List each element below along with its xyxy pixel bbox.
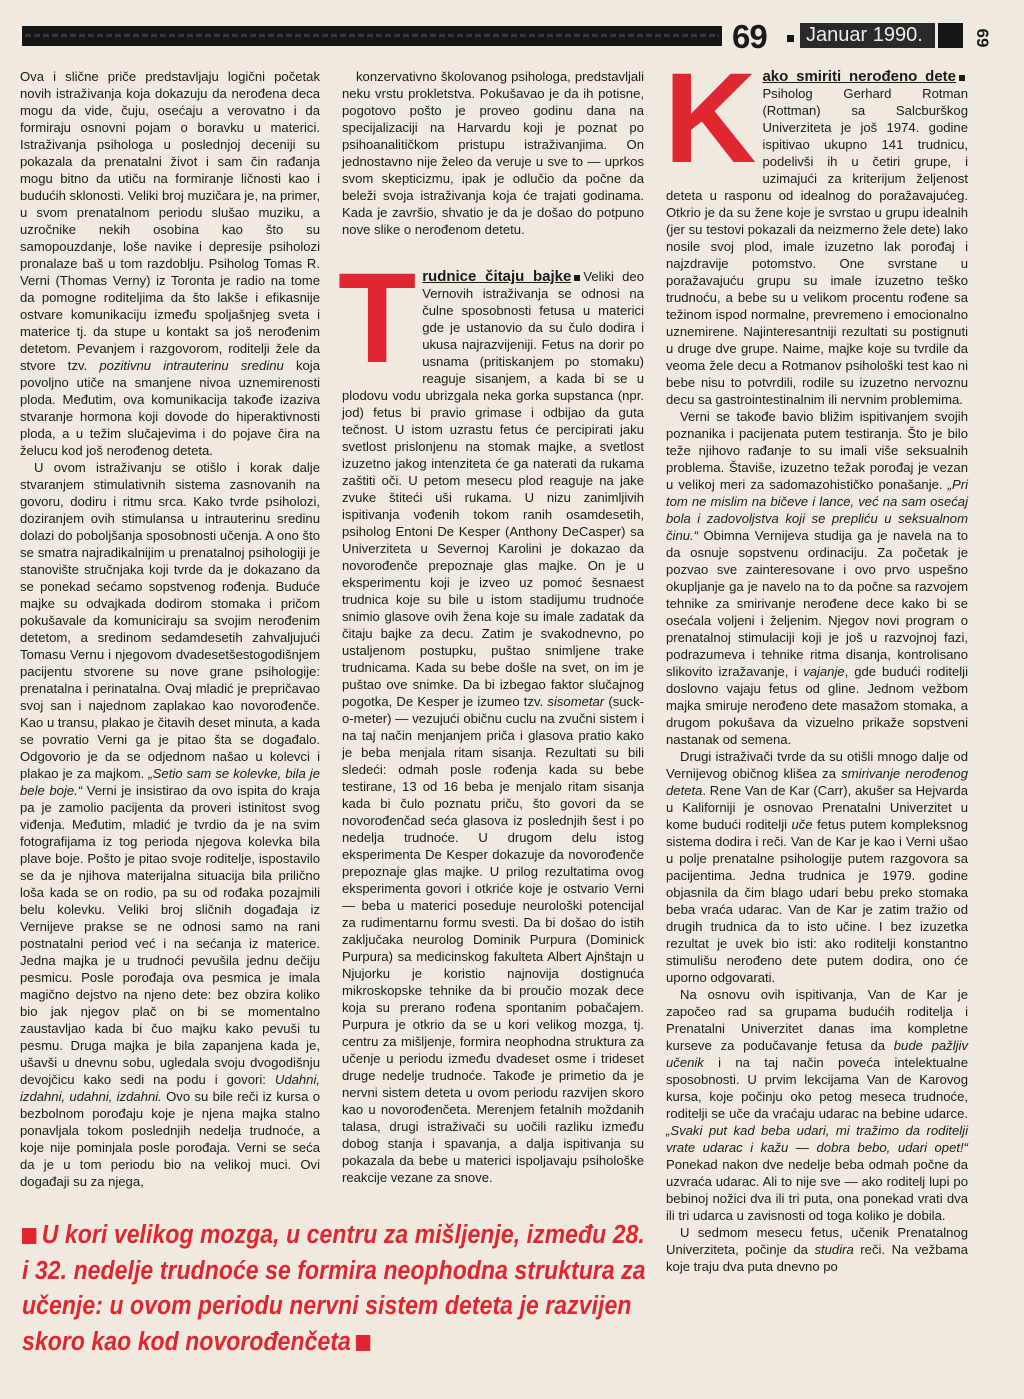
page-number: 69 [732,18,767,55]
section-paragraph: K ako smiriti nerođeno detePsiholog Gerhard Rotman (Rottman) sa Salcburškog Univerziteta je još 1974. godine ispitivao ukupno 141 trudnicu, podelivši ih u četiri grupe, i uzimajući za kriterijum željenost deteta u rasponu od idealnog do poražavajućeg. Otkrio je da su žene koje je svrstao u grupu idealnih (jer su testovi pokazali da neizmerno žele dete) lako nosile svoj plod, imale izuzetno lak porođaj i najzdravije potomstvo. One svrstane u poražavajuću grupu su imale izuzetno teško trudnoću, a bebe su u velikom procentu rođene sa težinom ispod normalne, prevremeno i emocionalno uznemirene. Najinteresantniji rezultati su postignuti u druge dve grupe. Naime, majke koje su tvrdile da veoma žele decu a Rotmanov psihološki test kao ni bebe nisu to potvrdili, rodile su izuzetno nervoznu decu sa gastrointestinalnim ili nervnim problemima. [664,47,968,407]
pull-quote-text: U kori velikog mozga, u centru za mišljenje, između 28. i 32. nedelje trudnoće se formira neophodna struktura za učenje: u ovom periodu nervni sistem deteta je razvijen skoro kao kod novorođenčeta [22,1221,646,1356]
article-column-1 [20,68,320,1190]
edge-page-number: 69 [973,28,992,48]
issue-date: Januar 1990. [800,23,935,48]
header-rule [22,26,722,46]
header-edge-block [938,23,963,48]
section-subheading: ako smiriti nerođeno dete [762,68,956,85]
paragraph: Drugi istraživači tvrde da su otišli mnogo dalje od Vernijevog običnog klišea za smirivanje nerođenog deteta. Rene Van de Kar (Carr), akušer sa Hejvarda u Kaliforniji je osnovao Prenatalni Univerzitet u kome budući roditelji uče fetus putem kompleksnog sistema dodira i reči. Van de Kar je kao i Verni ušao u polje prenatalne psihologije putem razgovora sa pacijentima. Jedna trudnica je 1979. godine objasnila da čim blago udari bebu preko stomaka beba vraća udarac. Van de Kar je zatim tražio od drugih trudnica da to isto učine. I bez izuzetka rezultat je uvek bio isti: ako roditelji konstantno stimulišu nerođeno dete putem dodira, ono će uporno odgovarati. [666,749,968,985]
drop-cap: T [338,247,417,390]
section-paragraph: T rudnice čitaju bajke Veliki deo Vernovih istraživanja se odnosi na čulne sposobnosti fetusa u materici gde je ustanovio da su čulo dodira i ukusa najrazvijeniji. Fetus na dorir po usnama (pritiskanjem po stomaku) reaguje sisanjem, a kada bi se u plodovu vodu ubrizgala neka gorka supstanca (npr. jod) fetus bi pravio grimase i odbijao da guta tečnost. U istom uzrastu fetus će percipirati jaku svetlost prislonjenu na stomak majke, a svetlost izuzetno jakog intenziteta će ga naterati da rukama zaštiti oči. U petom mesecu plod reaguje na jake zvuke štiteći uši rukama. U nizu zanimljivih ispitivanja vođenih tokom ranih osamdesetih, psiholog Entoni De Kesper (Anthony DeCasper) sa Univerziteta u Severnoj Karolini je dokazao da novorođenče prepoznaje glas majke. On je u eksperimentu koji je izveo uz pomoć šesnaest trudnica koje su bile u istom stadijumu trudnoće snimio glasove ovih žena koje su imale zadatak da čitaju bajke za decu. Zatim je svakodnevno, po ustaljenom postupku, puštao snimljene trake trudnicama. Kada su bebe došle na svet, on im je puštao ove snimke. Da bi izbegao faktor slučajnog pogotka, De Kesper je izumeo tzv. sisometar (suck-o-meter) — vezujući običnu cuclu na zvučni sistem i na taj način menjanjem priča i glasova pratio kako je beba menjala ritam sisanja. Rezultati su bili sledeći: odmah posle rođenja kada su bebe testirane, 13 od 16 beba je menjalo ritam sisanja kada bi čulo poznatu priču, što govori da se novorođenčad seća glasova iz poslednjih šest i po nedelja trudnoće. U drugom delu istog eksperimenta De Kesper dokazuje da novorođenče prepoznaje glas majke. U prilog rezultatima ovog eksperimenta govori i otkriće koje je ostvario Verni — beba u materici poseduje neurološki potencijal za rudimentarnu formu svesti. Da bi došao do istih zaključaka neurolog Dominik Purpura (Dominick Purpura) sa medicinskog fakulteta Albert Ajnštajn u Njujorku je koristio najnovija dostignuća mikroskopske tehnike da bi proučio mozak dece koja su prerano rođena spontanim pobačajem. Purpura je otkrio da se u kori velikog mozga, tj. centru za mišljenje, formira neophodna struktura za učenje u periodu između dvadeset osme i trideset druge nedelje trudnoće. Takođe je primetio da je nervni sistem deteta u ovom periodu razvijen skoro kao u novorođenčeta. Merenjem fetalnih moždanih talasa, drugi istraživači su uočili razliku između dobog stanja i spavanja, a dalja ispitivanja su pokazala da bebe u materici ispoljavaju psihološke reakcije vezane za snove. [338,247,645,1185]
paragraph: Na osnovu ovih ispitivanja, Van de Kar je započeo rad sa grupama budućih roditelja i Prenatalni Univerzitet danas ima kompletne kurseve za podučavanje fetusa da bude pažljiv učenik i na taj način poveća intelektualne sposobnosti. U prvim lekcijama Van de Karovog kursa, koje počinju oko petog meseca trudnoće, roditelji se uče da vraćaju udarac na bebine udarce. „Svaki put kad beba udari, mi tražimo da roditelji vrate udarac i kažu — dobra bebo, udari opet!“ Ponekad nakon dve nedelje beba odmah počne da uzvraća udarac. Ali to nije sve — ako roditelj lupi po bebinoj nožici dva ili tri puta, ona ponekad vrati dva ili tri udarca u zavisnosti od toga koliko je dobila. [666,987,968,1223]
drop-cap: K [664,47,757,190]
header-bullet [787,35,794,42]
bullet [574,275,580,281]
pull-quote [22,1218,647,1360]
article-column-2 [338,68,645,1186]
article-column-3 [664,47,969,1275]
paragraph: Verni se takođe bavio bližim ispitivanjem svojih poznanika i pacijenata putem testiranja. Što je bilo teže njihovo rađanje to su imali više seksualnih problema. Štaviše, izuzetno težak porođaj je vezan u velikoj meri za sadomazohističko ponašanje. „Pri tom ne mislim na bičeve i lance, već na sam osećaj bola i zadovoljstva koji se prepliću u seksualnom činu.“ Obimna Vernijeva studija ga je navela na to da osnuje sopstvenu ordinaciju. Za početak je pozvao sve zainteresovane i ovo prvo uspešno okupljanje ga je navelo na to da počne sa razvojem tehnike za smirivanje nerođene dece kako bi se osećala voljeni i željenim. Njegov novi program o prenatalnoj stimulaciji koji je još u razvojnoj fazi, podrazumeva i tehnike ritma disanja, kontrolisano slikovito izražavanje, i vajanje, gde budući roditelji doslovno vajaju fetus od gline. Jednom vežbom majka smiruje nerođeno dete masažom stomaka, a drugom pokušava da vizuelno prikaže sopstveni nastanak od semena. [666,409,969,747]
paragraph: konzervativno školovanog psihologa, predstavljali neku vrstu prokletstva. Pokušavao je da ih potisne, pogotovo pošto je proveo godinu dana na specijalizaciji na Harvardu koji je poznat po psihoanalitičkom pristupu istraživanjima. On jednostavno nije želeo da veruje u sve to — uprkos svom skepticizmu, ipak je odlučio da počne da beleži svoja istraživanja koja će trajati godinama. Kada je završio, shvatio je da je došao do potpuno nove slike o nerođenom detetu. [342,69,644,237]
paragraph: U ovom istraživanju se otišlo i korak dalje stvaranjem stimulativnih sistema zasnovanih na govoru, dodiru i ritmu srca. Kako tvrde psiholozi, doziranjem ovih stimulansa u intrauterinu sredinu dolazi do poboljšanja sposobnosti učenja. A ono što se smatra najradikalnijim u prenatalnoj psihologiji je stanovište stručnjaka koji tvrde da je dokazano da se ponekad sećamo sopstvenog rođenja. Buduće majke su odvajkada dodirom stomaka i pričom pokušavale da komuniciraju sa svojim nerođenim detetom, a sredinom sedamdesetih zahvaljujući Tomasu Vernu i njegovom dvadesetšestogodišnjem pacijentu stvorene su nove grane psihologije: prenatalna i perinatalna. Ovaj mladić je prepričavao svoj san i najednom zaplakao kao novorođenče. Kao u transu, plakao je čitavih deset minuta, a kada se povratio Verni ga je pitao šta se događalo. Odgovorio je da se odjednom našao u kolevci i plakao je za majkom. „Setio sam se kolevke, bila je bele boje.“ Verni je insistirao da ovo ispita do kraja pa je zamolio pacijenta da proveri istinitost svog viđenja. Međutim, mladić je tvrdio da je na svim fotografijama iz tog perioda njegova kolevka bila plave boje. Pošto je pitao svoje roditelje, ispostavilo se da je njihova materijalna situacija bila prilično loša kada se on rodio, pa su od rođaka pozajmili belu kolevku. Veliki broj sličnih događaja iz Vernijeve prakse se ne odnosi samo na rani postnatalni period već i na sećanja iz materice. Jedna majka je u trudnoći pevušila jednu dečiju pesmicu. Posle porođaja ova pesmica je imala magično dejstvo na njeno dete: bez obzira koliko bio jak njegov plač on bi se momentalno zaustavljao kada bi čuo majku kako pevuši tu pesmu. Druga majka je bila zapanjena kada je, ušavši u dnevnu sobu, ugledala svoju dvogodišnju devojčicu kako sedi na podu i govori: Udahni, izdahni, udahni, izdahni. Ovo su bile reči iz kursa o bezbolnom porođaju koje je njena majka stalno ponavljala tokom poslednjih nedelja trudnoće, a koje nije pominjala posle porođaja. Verni se seća da je u tom periodu bio na velikoj muci. Ovi događaji su za njega, [20,460,321,1189]
pull-quote-square [22,1228,36,1244]
pull-quote-square [356,1335,370,1351]
bullet [959,75,965,81]
paragraph: Ova i slične priče predstavljaju logični početak novih istraživanja koja dokazuju da nerođena deca mogu da vide, čuju, osećaju a verovatno i da formiraju osnovni pojam o boravku u materici. Istraživanja psihologa u poslednjoj deceniji su pokazala da prenatalni život i sam čin rađanja mogu bitno da utiču na formiranje ličnosti kao i budućih sklonosti. Veliki broj muzičara je, na primer, u svom prenatalnom periodu slušao muziku, a uzročnike nekih osobina kao što su samopouzdanje, loše navike i depresije psiholozi pronalaze baš u tom razdoblju. Psiholog Tomas R. Verni (Thomas Verny) iz Toronta je radio na tome da pomogne roditeljima da što lakše i efikasnije ostvare komunikaciju između spoljašnjeg sveta i materice tj. da stupe u kontakt sa još nerođenim detetom. Pevanjem i razgovorom, roditelji žele da stvore tzv. pozitivnu intrauterinu sredinu koja povoljno utiče na smanjene nivoa uznemirenosti ploda. Međutim, ova komunikacija takođe izaziva stvaranje hormona koji dovode do hiperaktivnosti ploda, a u težim slučajevima i do pojave čira na želucu kod još nerođenog deteta. [20,69,320,458]
section-subheading: rudnice čitaju bajke [422,268,572,285]
paragraph: U sedmom mesecu fetus, učenik Prenatalnog Univerziteta, počinje da studira reči. Na vežbama koje traju dva puta dnevno po [666,1225,968,1274]
